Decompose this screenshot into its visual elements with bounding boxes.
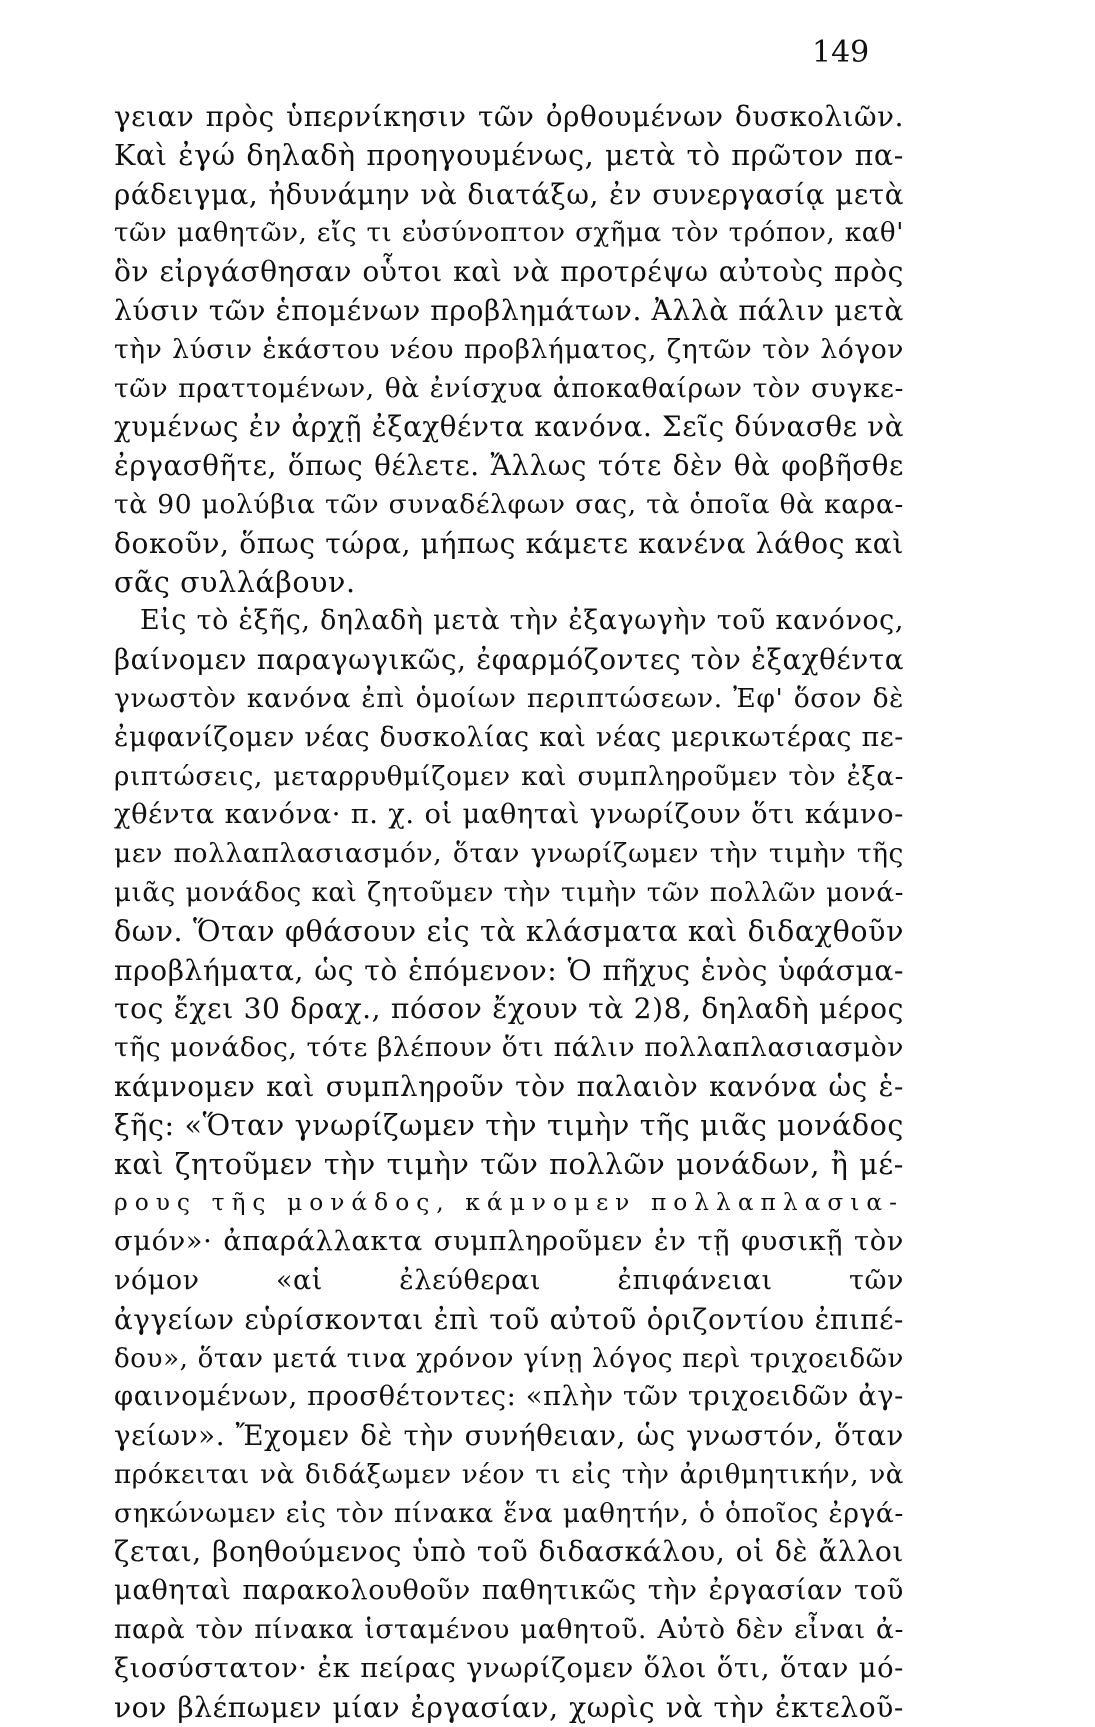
text-line: μαθηταὶ παρακολουθοῦν παθητικῶς τὴν ἐργασίαν τοῦ <box>114 1575 904 1607</box>
text-line: τὴν λύσιν ἑκάστου νέου προβλήματος, ζητῶν τὸν λόγον <box>114 333 904 365</box>
text-line: καὶ ζητοῦμεν τὴν τιμὴν τῶν πολλῶν μονάδων, ἢ μέ- <box>114 1147 904 1181</box>
text-line: πρόκειται νὰ διδάξωμεν νέον τι εἰς τὴν ἀριθμητικήν, νὰ <box>114 1459 904 1490</box>
text-line: φαινομένων, προσθέτοντες: «πλὴν τῶν τριχοειδῶν ἀγ- <box>114 1381 904 1413</box>
text-line: δοκοῦν, ὅπως τώρα, μήπως κάμετε κανένα λάθος καὶ <box>114 526 904 560</box>
page-number: 149 <box>812 35 870 70</box>
text-line: ξῆς: «Ὅταν γνωρίζωμεν τὴν τιμὴν τῆς μιᾶς μονάδος <box>114 1108 904 1142</box>
text-line: Εἰς τὸ ἑξῆς, δηλαδὴ μετὰ τὴν ἐξαγωγὴν τοῦ κανόνος, <box>140 605 904 637</box>
text-line: χθέντα κανόνα· π. χ. οἱ μαθηταὶ γνωρίζουν ὅτι κάμνο- <box>114 799 904 831</box>
text-line: μεν πολλαπλασιασμόν, ὅταν γνωρίζωμεν τὴν τιμὴν τῆς <box>114 838 904 870</box>
text-line: ὃν εἰργάσθησαν οὗτοι καὶ νὰ προτρέψω αὐτοὺς πρὸς <box>114 255 904 289</box>
text-line: παρὰ τὸν πίνακα ἱσταμένου μαθητοῦ. Αὐτὸ δὲν εἶναι ἀ- <box>114 1614 904 1646</box>
text-line: τῆς μονάδος, τότε βλέπουν ὅτι πάλιν πολλαπλασιασμὸν <box>114 1032 904 1064</box>
text-line: νόμον «αἱ ἐλεύθεραι ἐπιφάνειαι τῶν <box>114 1264 904 1296</box>
text-line: σᾶς συλλάβουν. <box>114 565 356 599</box>
text-line: βαίνομεν παραγωγικῶς, ἐφαρμόζοντες τὸν ἐξαχθέντα <box>114 643 904 677</box>
text-line: δου», ὅταν μετά τινα χρόνον γίνῃ λόγος περὶ τριχοειδῶν <box>114 1343 904 1374</box>
text-line: προβλήματα, ὡς τὸ ἑπόμενον: Ὁ πῆχυς ἑνὸς ὑφάσμα- <box>114 953 904 987</box>
text-line: ἐμφανίζομεν νέας δυσκολίας καὶ νέας μερικωτέρας πε- <box>114 721 904 753</box>
text-line: νον βλέπωμεν μίαν ἐργασίαν, χωρὶς νὰ τὴν ἐκτελοῦ- <box>114 1690 904 1724</box>
text-line: γειαν πρὸς ὑπερνίκησιν τῶν ὀρθουμένων δυσκολιῶν. <box>114 100 904 133</box>
text-line: τος ἔχει 30 δραχ., πόσον ἔχουν τὰ 2)8, δηλαδὴ μέρος <box>114 992 904 1026</box>
text-line: μιᾶς μονάδος καὶ ζητοῦμεν τὴν τιμὴν τῶν πολλῶν μονά- <box>114 877 904 908</box>
text-line: γνωστὸν κανόνα ἐπὶ ὁμοίων περιπτώσεων. Ἐφ' ὅσον δὲ <box>114 682 904 714</box>
text-line: ριπτώσεις, μεταρρυθμίζομεν καὶ συμπληροῦμεν τὸν ἐξα- <box>114 761 904 792</box>
text-line: ρους τῆς μονάδος, κάμνομεν πολλαπλασια- <box>114 1189 904 1217</box>
text-line: τὰ 90 μολύβια τῶν συναδέλφων σας, τὰ ὁποῖα θὰ καρα- <box>114 488 904 520</box>
text-line: χυμένως ἐν ἀρχῇ ἐξαχθέντα κανόνα. Σεῖς δύνασθε νὰ <box>114 410 904 444</box>
text-line: σηκώνωμεν εἰς τὸν πίνακα ἕνα μαθητήν, ὁ ὁποῖος ἐργά- <box>114 1497 904 1529</box>
text-line: τῶν μαθητῶν, εἴς τι εὐσύνοπτον σχῆμα τὸν τρόπον, καθ' <box>114 218 904 249</box>
text-line: γείων». Ἔχομεν δὲ τὴν συνήθειαν, ὡς γνωστόν, ὅταν <box>114 1419 904 1453</box>
body-text <box>114 98 904 1727</box>
text-line: ἐργασθῆτε, ὅπως θέλετε. Ἄλλως τότε δὲν θὰ φοβῆσθε <box>114 449 904 483</box>
text-line: ράδειγμα, ἠδυνάμην νὰ διατάξω, ἐν συνεργασίᾳ μετὰ <box>114 177 904 211</box>
text-line: τῶν πραττομένων, θὰ ἐνίσχυα ἀποκαθαίρων τὸν συγκε- <box>114 372 904 404</box>
text-line: δων. Ὅταν φθάσουν εἰς τὰ κλάσματα καὶ διδαχθοῦν <box>114 914 904 948</box>
text-line: σμόν»· ἀπαράλλακτα συμπληροῦμεν ἐν τῇ φυσικῇ τὸν <box>114 1226 904 1258</box>
text-line: ἀγγείων εὑρίσκονται ἐπὶ τοῦ αὐτοῦ ὁριζοντίου ἐπιπέ- <box>114 1302 904 1336</box>
text-line: κάμνομεν καὶ συμπληροῦν τὸν παλαιὸν κανόνα ὡς ἑ- <box>114 1069 904 1103</box>
text-line: λύσιν τῶν ἑπομένων προβλημάτων. Ἀλλὰ πάλιν μετὰ <box>114 293 904 327</box>
text-line: Καὶ ἐγώ δηλαδὴ προηγουμένως, μετὰ τὸ πρῶτον πα- <box>114 138 904 172</box>
text-line: ζεται, βοηθούμενος ὑπὸ τοῦ διδασκάλου, οἱ δὲ ἄλλοι <box>114 1535 904 1569</box>
text-line: ξιοσύστατον· ἐκ πείρας γνωρίζομεν ὅλοι ὅτι, ὅταν μό- <box>114 1652 904 1684</box>
